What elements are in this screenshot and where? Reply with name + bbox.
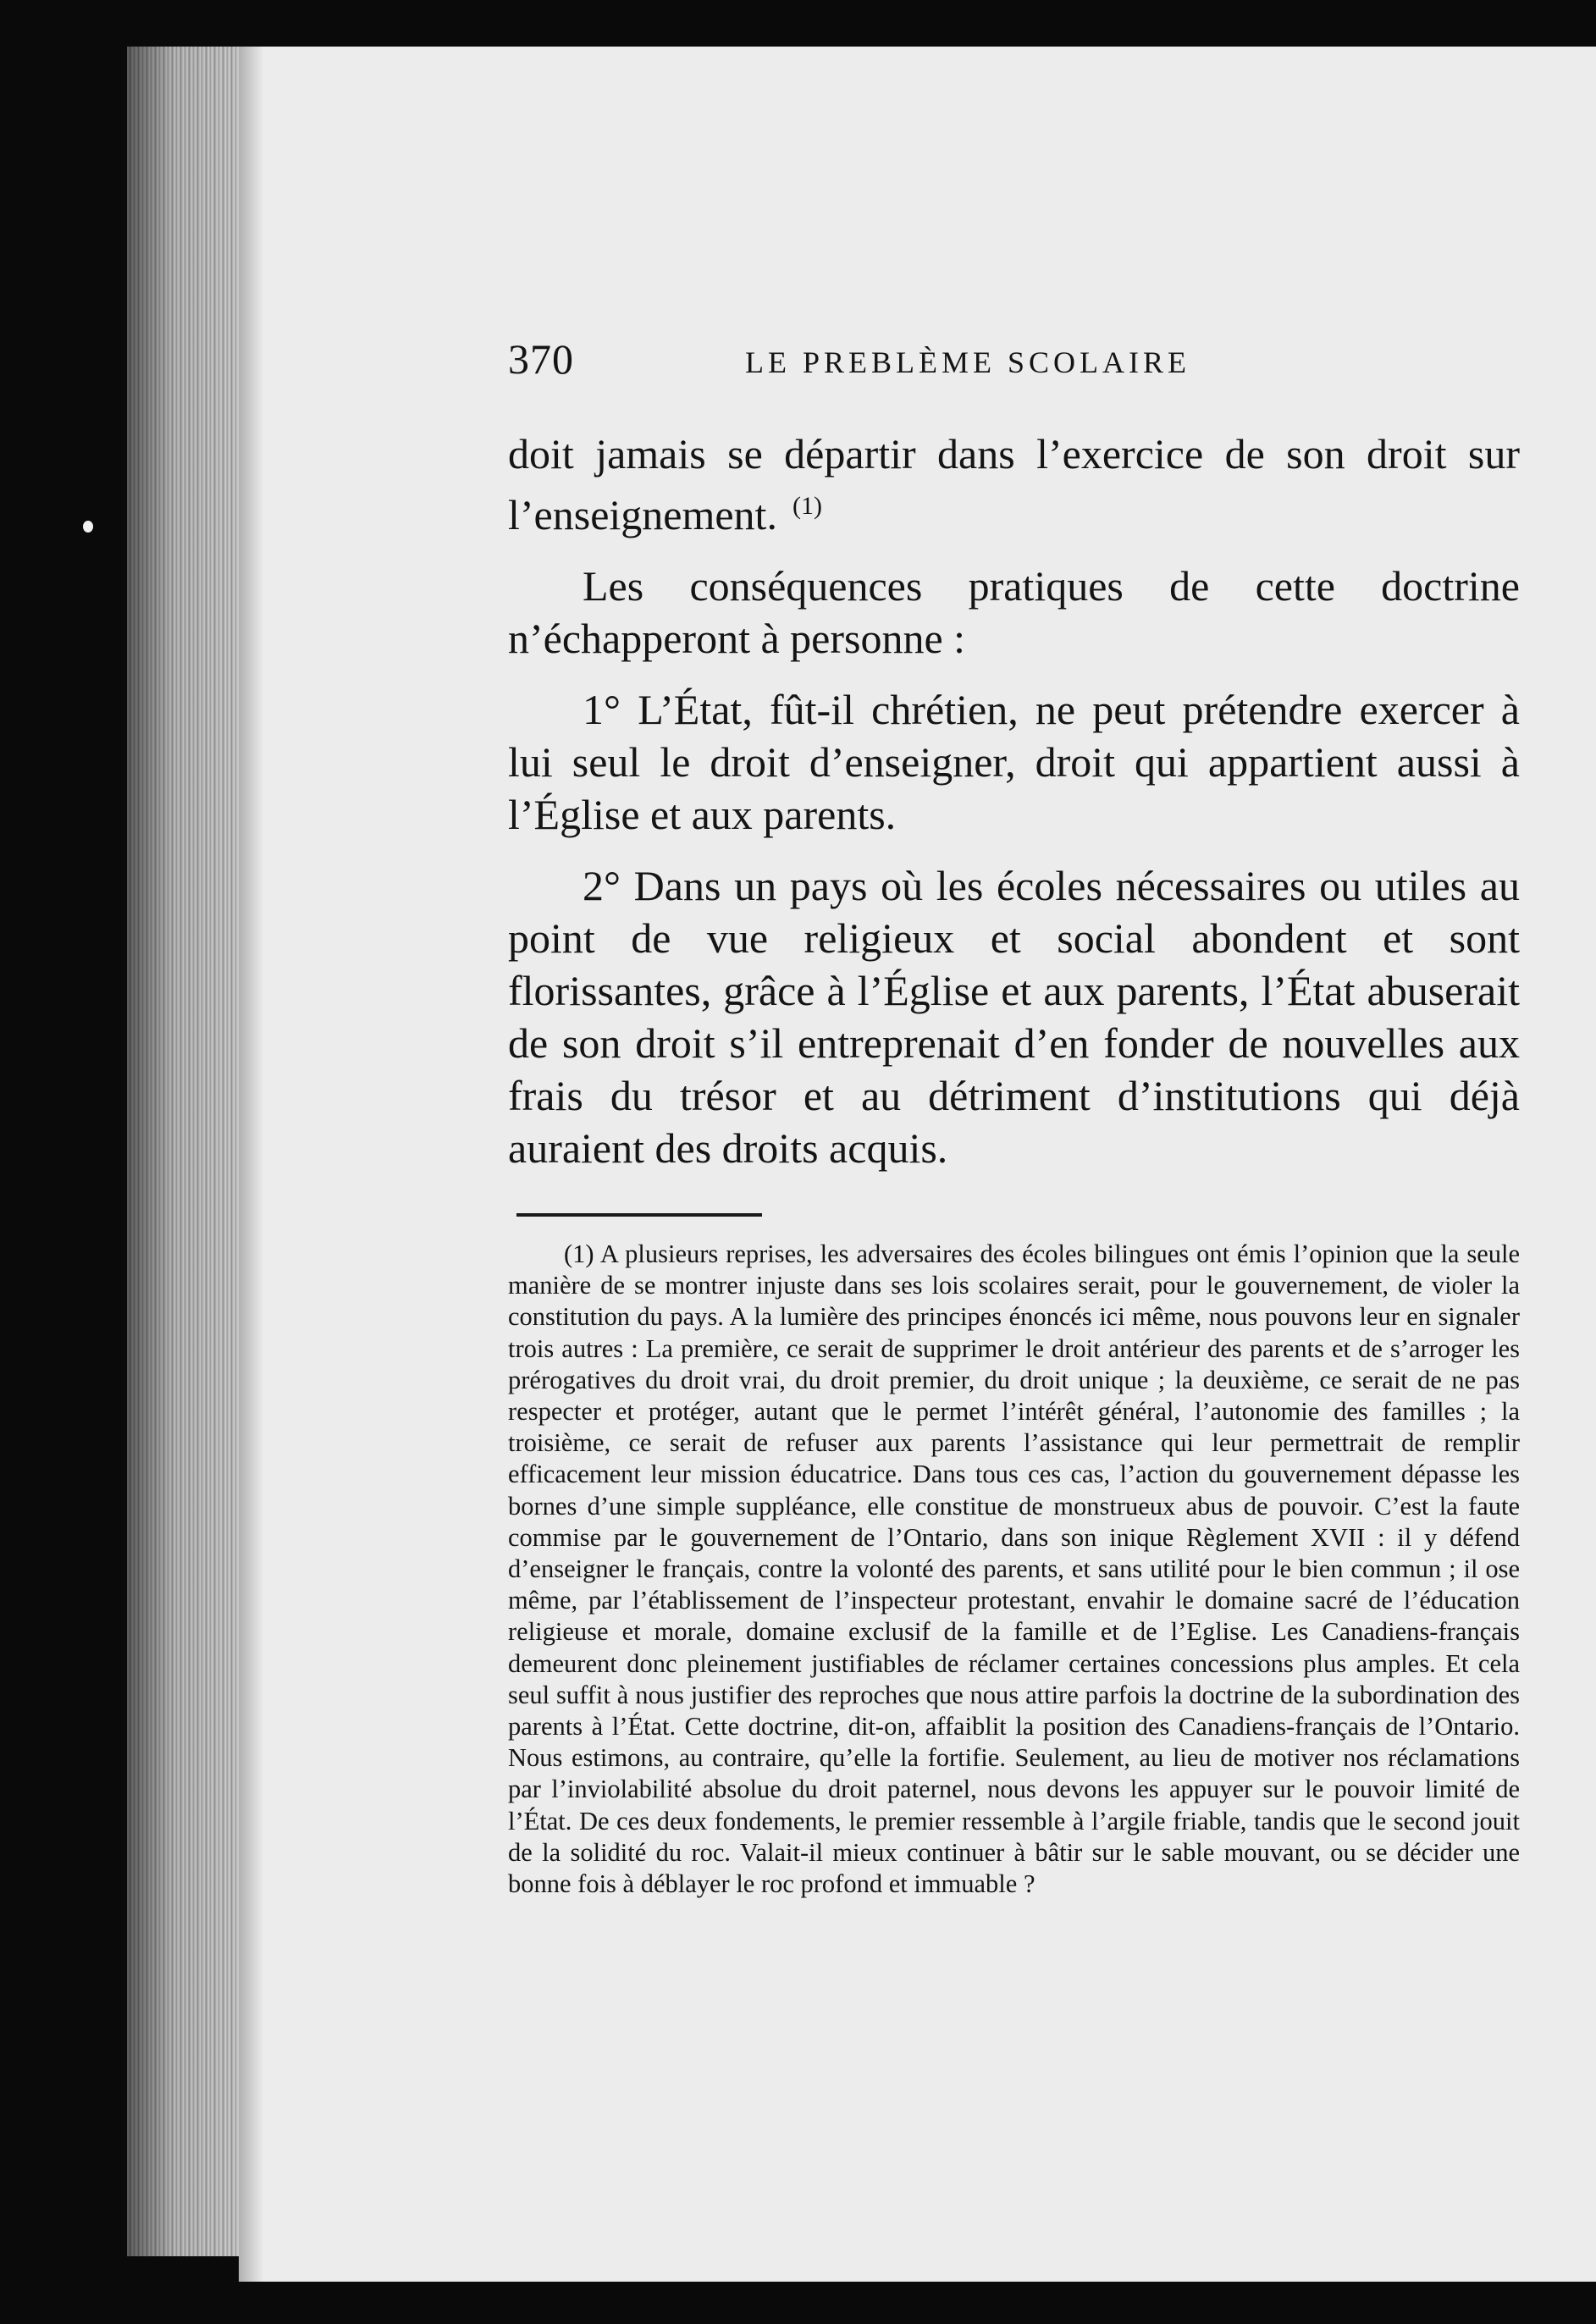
paragraph-point-2: 2° Dans un pays où les écoles nécessaires ou utiles au point de vue religieux et social abondent et sont florissantes, grâce à l’Église et aux parents, l’État abuserait de son droit s’il entreprenait d’en fonder de nouvelles aux frais du trésor et au détriment d’institutions qui déjà auraient des droits acquis. — [508, 862, 1520, 1172]
running-head — [508, 334, 1520, 394]
page-gutter-shade — [239, 47, 264, 2282]
page-content — [508, 334, 1520, 1900]
footnote-rule — [516, 1213, 762, 1217]
page-edge-shadow — [127, 47, 246, 2256]
paragraph-point-1: 1° L’État, fût-il chrétien, ne peut prétendre exercer à lui seul le droit d’enseigner, droit qui appartient aussi à l’Église et aux parents. — [508, 686, 1520, 838]
body-text — [508, 428, 1520, 1174]
paragraph: Les conséquences pratiques de cette doctrine n’échapperont à personne : — [508, 562, 1520, 662]
paragraph-continued — [508, 428, 1520, 541]
scan-speck — [83, 521, 93, 533]
footnote-reference: (1) — [792, 492, 822, 520]
paragraph-text: doit jamais se départir dans l’exercice de son droit sur l’enseignement. — [508, 430, 1520, 538]
page-number: 370 — [508, 335, 574, 383]
footnote: (1) A plusieurs reprises, les adversaires des écoles bilingues ont émis l’opinion que la seule manière de se montrer injuste dans ses lois scolaires serait, pour le gouvernement, de violer la constitution du pays. A la lumière des principes énoncés ici même, nous pouvons leur en signaler trois autres : La première, ce serait de supprimer le droit antérieur des parents et de s’arroger les prérogatives du droit vrai, du droit premier, du droit unique ; la deuxième, ce serait de ne pas respecter et protéger, autant que le permet l’intérêt général, l’autonomie des familles ; la troisième, ce serait de refuser aux parents l’assistance qui leur permettrait de remplir efficacement leur mission éducatrice. Dans tous ces cas, l’action du gouvernement dépasse les bornes d’une simple suppléance, elle constitue de monstrueux abus de pouvoir. C’est la faute commise par le gouvernement de l’Ontario, dans son inique Règlement XVII : il y défend d’enseigner le français, contre la volonté des parents, et sans utilité pour le bien commun ; il ose même, par l’établissement de l’inspecteur protestant, envahir le domaine sacré de l’éducation religieuse et morale, domaine exclusif de la famille et de l’Eglise. Les Canadiens-français demeurent donc pleinement justifiables de réclamer certaines concessions plus amples. Et cela seul suffit à nous justifier des reproches que nous attire parfois la doctrine de la subordination des parents à l’État. Cette doctrine, dit-on, affaiblit la position des Canadiens-français de l’Ontario. Nous estimons, au contraire, qu’elle la fortifie. Seulement, au lieu de motiver nos réclamations par l’inviolabilité absolue du droit paternel, nous devons les appuyer sur le pouvoir limité de l’État. De ces deux fondements, le premier ressemble à l’argile friable, tandis que le second jouit de la solidité du roc. Valait-il mieux continuer à bâtir sur le sable mouvant, ou se décider une bonne fois à déblayer le roc profond et immuable ? — [508, 1239, 1520, 1899]
running-title: LE PREBLÈME SCOLAIRE — [745, 345, 1191, 379]
